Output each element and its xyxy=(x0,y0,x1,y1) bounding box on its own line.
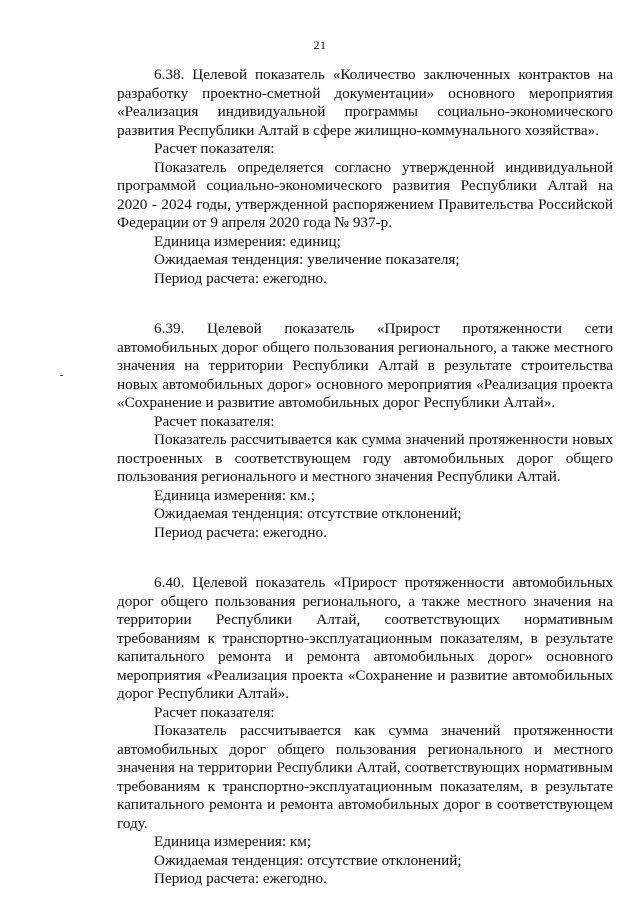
calc-label: Расчет показателя: xyxy=(154,412,275,430)
unit-line: Единица измерения: км.; xyxy=(154,486,315,504)
trend-line: Ожидаемая тенденция: увеличение показателя; xyxy=(154,251,460,268)
calc-text: Показатель рассчитывается как сумма значений протяженности автомобильных дорог общего пользования регионального и местного значения на территории Республики Алтай, соответствующих нормативным требованиям к транспортно-эксплуатационным показателям, в результате капитального ремонта и ремонта автомобильных дорог в соответствующем году. xyxy=(117,722,613,832)
period-line: Период расчета: ежегодно. xyxy=(154,523,327,541)
indicator-paragraph: 6.39. Целевой показатель «Прирост протяженности сети автомобильных дорог общего пользования регионального, а также местного значения на территории Республики Алтай в результате строительства новых автомобильных дорог» основного мероприятия «Реализация проекта «Сохранение и развитие автомобильных дорог Республики Алтай». xyxy=(117,320,613,411)
scan-artifact xyxy=(60,375,63,376)
indicator-paragraph: 6.40. Целевой показатель «Прирост протяженности автомобильных дорог общего пользования регионального, а также местного значения на территории Республики Алтай, соответствующих нормативным требованиям к транспортно-эксплуатационным показателям, в результате капитального ремонта и ремонта автомобильных дорог» основного мероприятия «Реализация проекта «Сохранение и развитие автомобильных дорог Республики Алтай». xyxy=(117,574,613,702)
trend-line: Ожидаемая тенденция: отсутствие отклонений; xyxy=(154,505,462,522)
period-line: Период расчета: ежегодно. xyxy=(154,269,327,287)
period-line: Период расчета: ежегодно. xyxy=(154,870,327,887)
indicator-section-6-38 xyxy=(117,66,613,288)
document-body xyxy=(117,66,613,889)
indicator-section-6-39 xyxy=(117,320,613,542)
calc-text: Показатель рассчитывается как сумма значений протяженности новых построенных в соответствующем году автомобильных дорог общего пользования регионального и местного значения Республики Алтай. xyxy=(117,431,613,485)
calc-text: Показатель определяется согласно утвержденной индивидуальной программой социально-экономического развития Республики Алтай на 2020 - 2024 годы, утвержденной распоряжением Правительства Российской Федерации от 9 апреля 2020 года № 937-р. xyxy=(117,158,613,231)
calc-label: Расчет показателя: xyxy=(154,703,275,721)
unit-line: Единица измерения: км; xyxy=(154,833,312,850)
trend-line: Ожидаемая тенденция: отсутствие отклонений; xyxy=(154,851,462,869)
calc-label: Расчет показателя: xyxy=(154,140,275,157)
indicator-section-6-40 xyxy=(117,574,613,889)
indicator-paragraph: 6.38. Целевой показатель «Количество заключенных контрактов на разработку проектно-сметной документации» основного мероприятия «Реализация индивидуальной программы социально-экономического развития Республики Алтай в сфере жилищно-коммунального хозяйства». xyxy=(117,66,613,139)
unit-line: Единица измерения: единиц; xyxy=(154,232,341,250)
page-number: 21 xyxy=(313,38,327,52)
